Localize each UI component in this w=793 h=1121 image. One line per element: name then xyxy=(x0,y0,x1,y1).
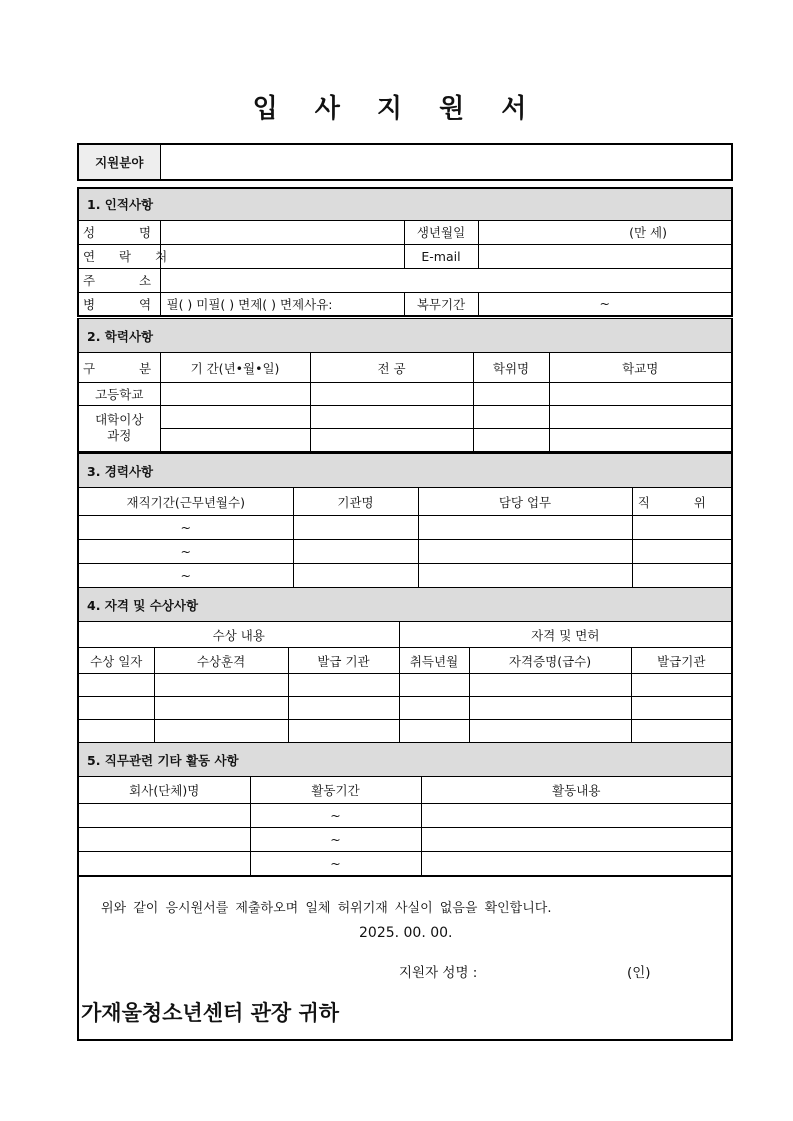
addressee: 가재울청소년센터 관장 귀하 xyxy=(81,1001,340,1025)
award-cell[interactable] xyxy=(399,697,469,720)
award-cell[interactable] xyxy=(288,720,399,743)
career-cell[interactable] xyxy=(418,540,632,564)
awards-group-label: 수상 내용 xyxy=(78,622,399,648)
email-label: E-mail xyxy=(404,244,478,268)
career-cell[interactable] xyxy=(632,564,732,588)
email-input[interactable] xyxy=(478,244,732,268)
application-field-table xyxy=(77,143,733,181)
edu-cell[interactable] xyxy=(160,406,310,429)
edu-row-university: 대학이상 과정 xyxy=(78,406,160,452)
activity-cell[interactable] xyxy=(421,804,732,828)
career-cell[interactable] xyxy=(293,540,418,564)
award-col-issuer: 발급 기관 xyxy=(288,648,399,674)
career-period-input[interactable]: ~ xyxy=(78,516,293,540)
education-table xyxy=(77,318,733,453)
activity-col-period: 활동기간 xyxy=(250,777,421,804)
birth-input[interactable]: (만 세) xyxy=(478,220,732,244)
edu-cell[interactable] xyxy=(310,383,473,406)
award-cell[interactable] xyxy=(469,697,631,720)
award-cell[interactable] xyxy=(78,720,154,743)
career-period-input[interactable]: ~ xyxy=(78,540,293,564)
edu-cell[interactable] xyxy=(160,383,310,406)
activity-period-input[interactable]: ~ xyxy=(250,852,421,876)
license-col-name: 자격증명(급수) xyxy=(469,648,631,674)
career-col-org: 기관명 xyxy=(293,488,418,516)
activity-period-input[interactable]: ~ xyxy=(250,828,421,852)
service-label: 복무기간 xyxy=(404,292,478,316)
address-input[interactable] xyxy=(160,268,732,292)
edu-col-period: 기 간(년•월•일) xyxy=(160,353,310,383)
activity-col-content: 활동내용 xyxy=(421,777,732,804)
name-label: 성 명 xyxy=(78,220,160,244)
edu-cell[interactable] xyxy=(473,383,549,406)
award-cell[interactable] xyxy=(399,674,469,697)
activity-period-input[interactable]: ~ xyxy=(250,804,421,828)
career-period-input[interactable]: ~ xyxy=(78,564,293,588)
form-title: 입 사 지 원 서 xyxy=(252,94,541,124)
award-cell[interactable] xyxy=(469,674,631,697)
awards-license-table xyxy=(77,587,733,744)
section-header-activities: 5. 직무관련 기타 활동 사항 xyxy=(78,743,732,777)
career-cell[interactable] xyxy=(632,516,732,540)
military-options[interactable]: 필( ) 미필( ) 면제( ) 면제사유: xyxy=(160,292,404,316)
award-cell[interactable] xyxy=(154,720,288,743)
section-header-personal: 1. 인적사항 xyxy=(78,188,732,220)
career-cell[interactable] xyxy=(293,516,418,540)
career-cell[interactable] xyxy=(418,564,632,588)
military-label: 병 역 xyxy=(78,292,160,316)
license-group-label: 자격 및 면허 xyxy=(399,622,732,648)
award-cell[interactable] xyxy=(288,674,399,697)
edu-cell[interactable] xyxy=(310,429,473,452)
edu-cell[interactable] xyxy=(549,406,732,429)
field-input[interactable] xyxy=(160,144,732,180)
edu-col-major: 전 공 xyxy=(310,353,473,383)
declaration-box xyxy=(77,877,733,1041)
field-label: 지원분야 xyxy=(78,144,160,180)
contact-input[interactable] xyxy=(160,244,404,268)
declaration-text: 위와 같이 응시원서를 제출하오며 일체 허위기재 사실이 없음을 확인합니다. xyxy=(101,901,552,916)
edu-row-highschool: 고등학교 xyxy=(78,383,160,406)
section-header-career: 3. 경력사항 xyxy=(78,454,732,488)
edu-cell[interactable] xyxy=(310,406,473,429)
edu-col-degree: 학위명 xyxy=(473,353,549,383)
edu-cell[interactable] xyxy=(160,429,310,452)
career-table xyxy=(77,453,733,589)
career-cell[interactable] xyxy=(632,540,732,564)
service-input[interactable]: ~ xyxy=(478,292,732,316)
edu-cell[interactable] xyxy=(473,406,549,429)
award-cell[interactable] xyxy=(154,674,288,697)
career-col-period: 재직기간(근무년월수) xyxy=(78,488,293,516)
signature-label: 지원자 성명 : xyxy=(399,965,478,981)
seal-mark: (인) xyxy=(627,965,651,981)
career-cell[interactable] xyxy=(418,516,632,540)
career-col-position: 직 위 xyxy=(632,488,732,516)
award-col-date: 수상 일자 xyxy=(78,648,154,674)
career-col-duty: 담당 업무 xyxy=(418,488,632,516)
award-cell[interactable] xyxy=(154,697,288,720)
activity-cell[interactable] xyxy=(421,852,732,876)
award-col-grade: 수상훈격 xyxy=(154,648,288,674)
address-label: 주 소 xyxy=(78,268,160,292)
contact-label: 연 락 처 xyxy=(78,244,160,268)
edu-cell[interactable] xyxy=(473,429,549,452)
name-input[interactable] xyxy=(160,220,404,244)
section-header-awards: 4. 자격 및 수상사항 xyxy=(78,588,732,622)
application-date[interactable]: 2025. 00. 00. xyxy=(359,925,453,941)
activity-cell[interactable] xyxy=(78,852,250,876)
personal-info-table xyxy=(77,187,733,317)
section-header-education: 2. 학력사항 xyxy=(78,319,732,353)
award-cell[interactable] xyxy=(631,697,732,720)
activity-cell[interactable] xyxy=(421,828,732,852)
award-cell[interactable] xyxy=(469,720,631,743)
award-cell[interactable] xyxy=(631,720,732,743)
activity-col-org: 회사(단체)명 xyxy=(78,777,250,804)
activity-cell[interactable] xyxy=(78,828,250,852)
award-cell[interactable] xyxy=(399,720,469,743)
edu-col-school: 학교명 xyxy=(549,353,732,383)
award-cell[interactable] xyxy=(78,697,154,720)
award-cell[interactable] xyxy=(288,697,399,720)
career-cell[interactable] xyxy=(293,564,418,588)
activities-table xyxy=(77,742,733,877)
edu-cell[interactable] xyxy=(549,429,732,452)
activity-cell[interactable] xyxy=(78,804,250,828)
license-col-issuer: 발급기관 xyxy=(631,648,732,674)
edu-col-type: 구 분 xyxy=(78,353,160,383)
award-cell[interactable] xyxy=(78,674,154,697)
edu-cell[interactable] xyxy=(549,383,732,406)
license-col-date: 취득년월 xyxy=(399,648,469,674)
birth-label: 생년월일 xyxy=(404,220,478,244)
award-cell[interactable] xyxy=(631,674,732,697)
